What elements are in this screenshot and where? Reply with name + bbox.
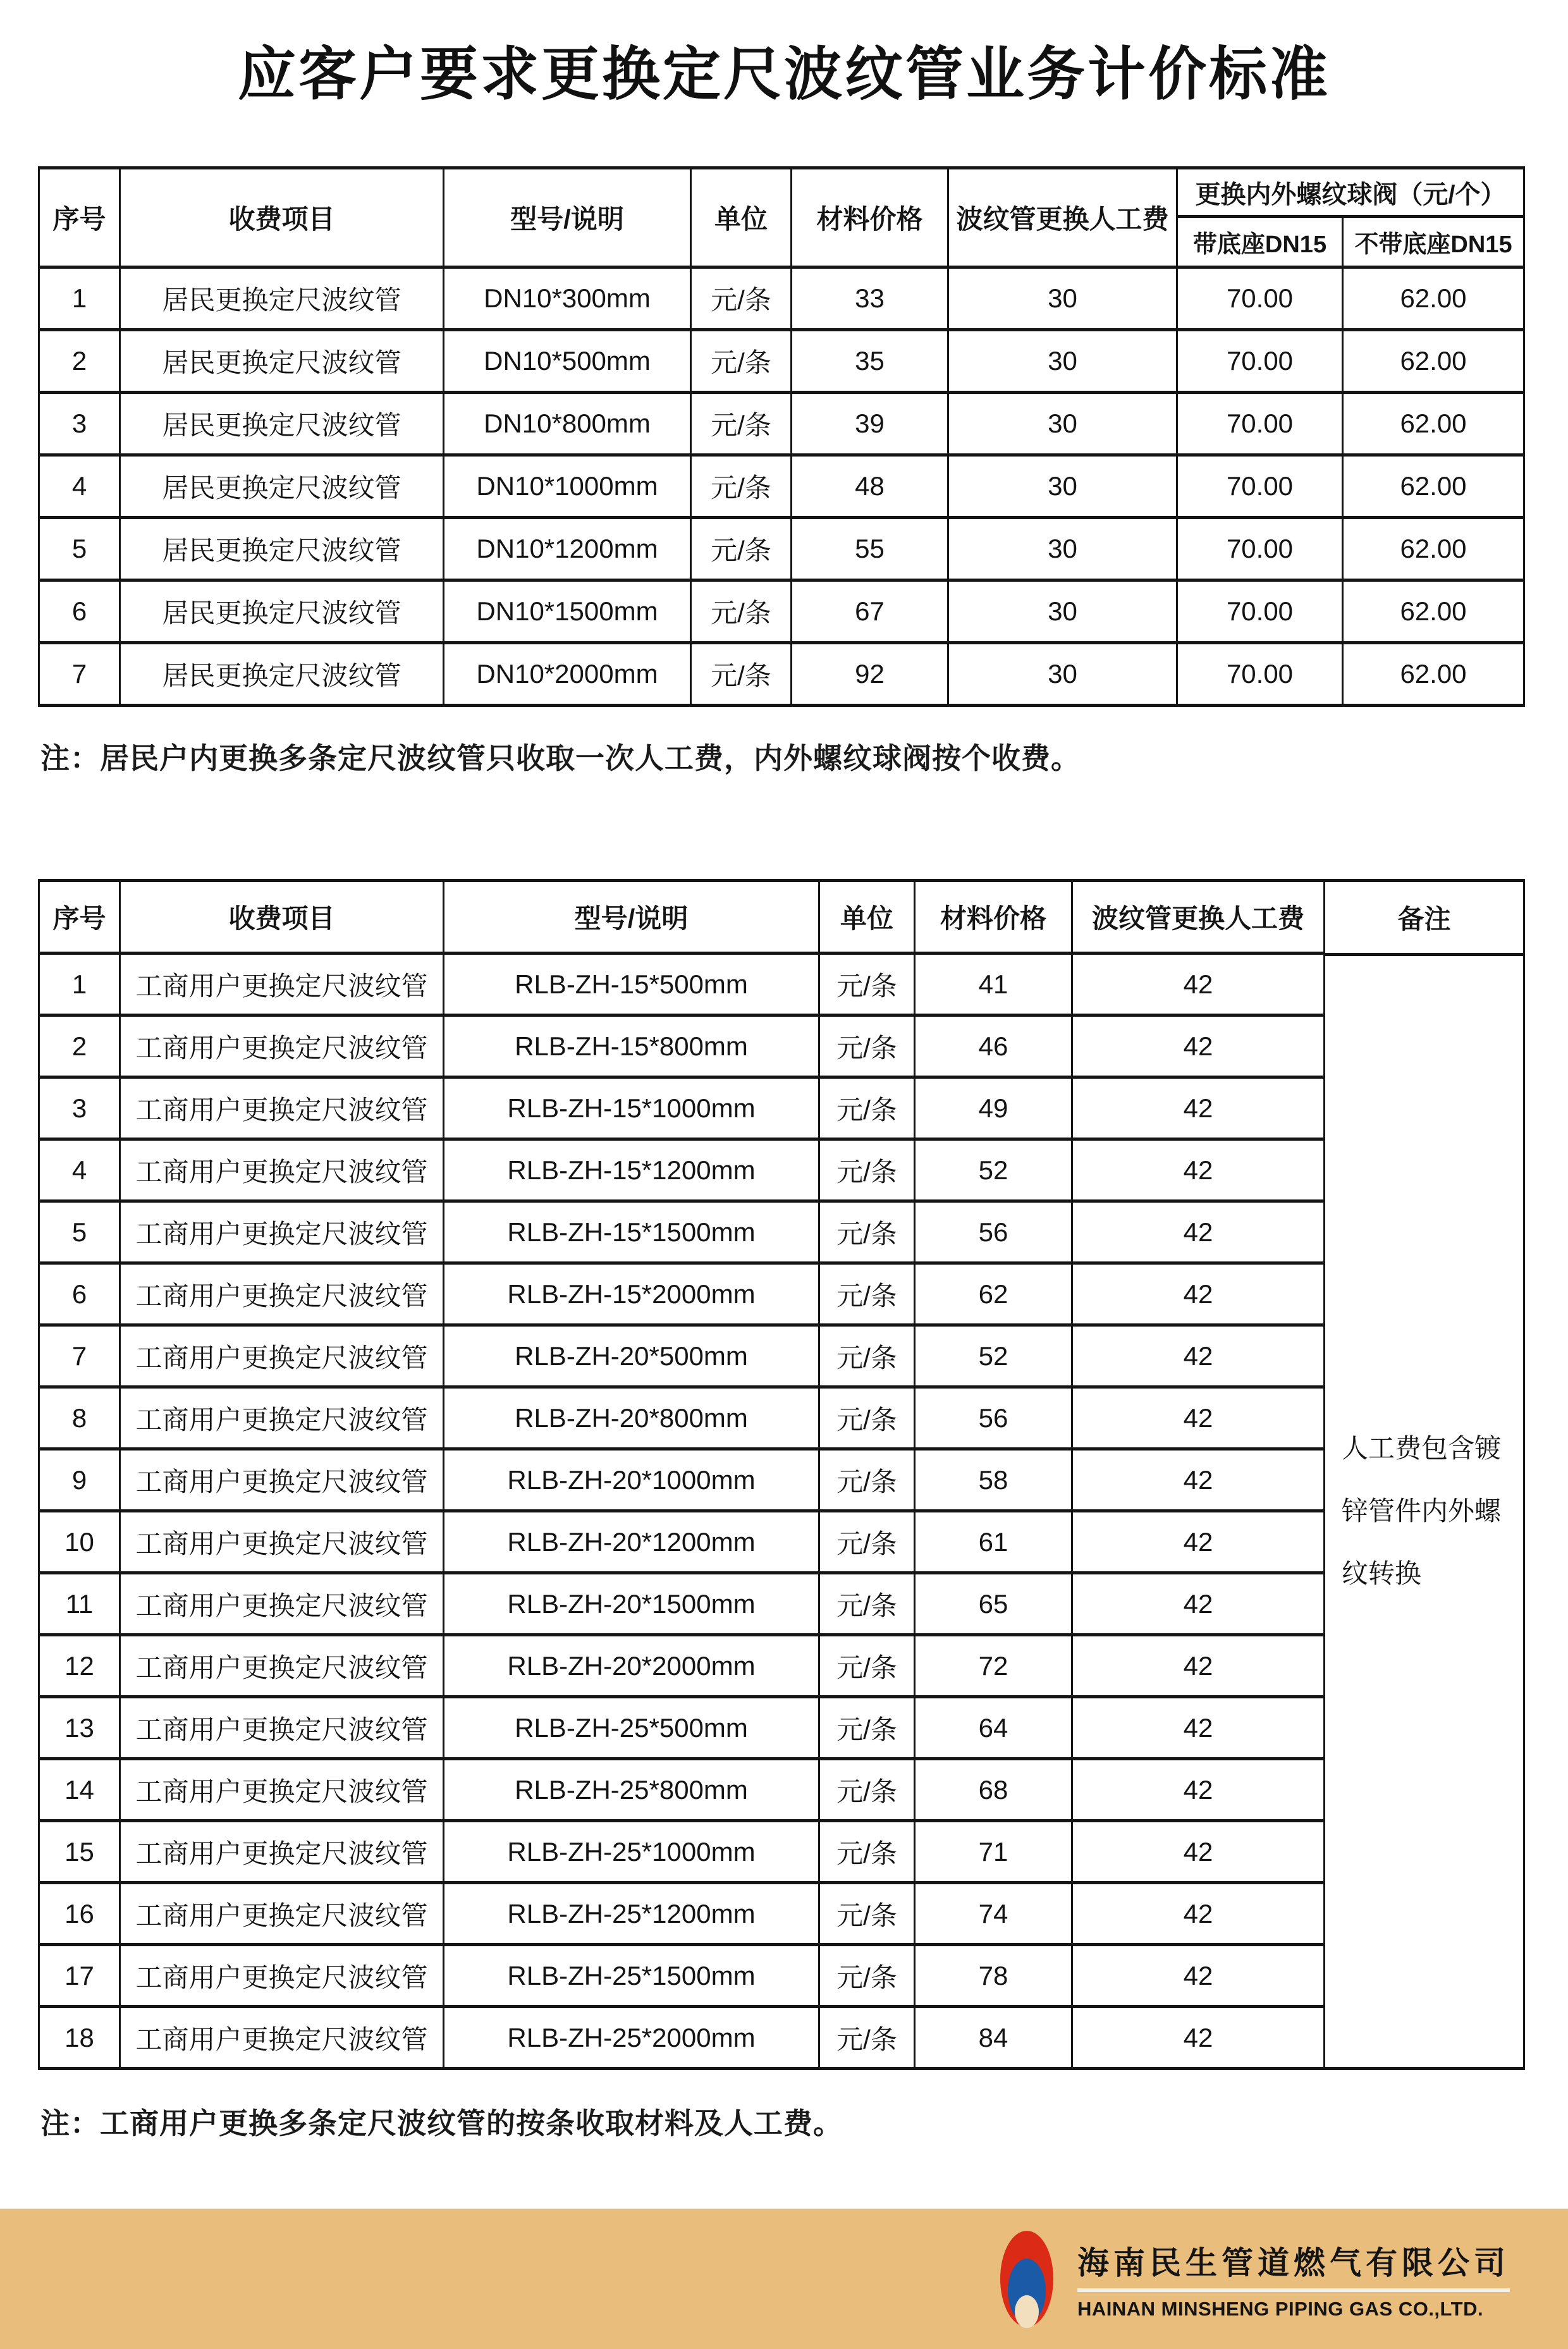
cell-seq: 4 [39, 1139, 120, 1201]
cell-valve-with-base: 70.00 [1177, 330, 1343, 393]
cell-material-price: 71 [915, 1821, 1072, 1883]
company-logo-icon [1000, 2231, 1053, 2327]
cell-labor-fee: 42 [1072, 1635, 1325, 1697]
cell-unit: 元/条 [819, 1573, 915, 1635]
cell-unit: 元/条 [691, 330, 792, 393]
cell-labor-fee: 42 [1072, 1139, 1325, 1201]
cell-item: 工商用户更换定尺波纹管 [120, 1511, 444, 1573]
cell-seq: 11 [39, 1573, 120, 1635]
header-material-price: 材料价格 [915, 881, 1072, 954]
cell-valve-without-base: 62.00 [1343, 267, 1524, 330]
cell-model: RLB-ZH-20*2000mm [444, 1635, 819, 1697]
remark-text: 人工费包含镀锌管件内外螺纹转换 [1342, 1433, 1502, 1588]
cell-material-price: 46 [915, 1015, 1072, 1077]
header-item: 收费项目 [120, 881, 444, 954]
cell-seq: 10 [39, 1511, 120, 1573]
cell-labor-fee: 42 [1072, 954, 1325, 1015]
cell-labor-fee: 42 [1072, 1263, 1325, 1325]
cell-item: 居民更换定尺波纹管 [120, 393, 444, 455]
cell-material-price: 61 [915, 1511, 1072, 1573]
header-item: 收费项目 [120, 168, 444, 267]
cell-model: RLB-ZH-15*800mm [444, 1015, 819, 1077]
cell-seq: 6 [39, 1263, 120, 1325]
header-model: 型号/说明 [444, 881, 819, 954]
cell-material-price: 67 [792, 580, 948, 643]
cell-item: 居民更换定尺波纹管 [120, 455, 444, 518]
cell-valve-without-base: 62.00 [1343, 518, 1524, 580]
cell-item: 工商用户更换定尺波纹管 [120, 1139, 444, 1201]
cell-model: DN10*1500mm [444, 580, 691, 643]
cell-unit: 元/条 [819, 1077, 915, 1139]
cell-model: RLB-ZH-15*500mm [444, 954, 819, 1015]
cell-valve-with-base: 70.00 [1177, 643, 1343, 706]
cell-material-price: 64 [915, 1697, 1072, 1759]
cell-seq: 13 [39, 1697, 120, 1759]
cell-model: DN10*1200mm [444, 518, 691, 580]
cell-model: RLB-ZH-25*500mm [444, 1697, 819, 1759]
cell-model: RLB-ZH-20*1000mm [444, 1449, 819, 1511]
commercial-price-table [38, 879, 1525, 2070]
cell-item: 工商用户更换定尺波纹管 [120, 1945, 444, 2007]
table-row [39, 1077, 1325, 1139]
cell-seq: 3 [39, 1077, 120, 1139]
cell-seq: 2 [39, 1015, 120, 1077]
cell-labor-fee: 42 [1072, 1387, 1325, 1449]
cell-unit: 元/条 [691, 643, 792, 706]
cell-model: RLB-ZH-20*1200mm [444, 1511, 819, 1573]
cell-model: DN10*800mm [444, 393, 691, 455]
table-row [39, 954, 1325, 1015]
cell-seq: 6 [39, 580, 120, 643]
cell-unit: 元/条 [819, 1883, 915, 1945]
footer-bar [0, 2209, 1568, 2349]
cell-unit: 元/条 [819, 1387, 915, 1449]
cell-material-price: 62 [915, 1263, 1072, 1325]
company-name-en: HAINAN MINSHENG PIPING GAS CO.,LTD. [1077, 2297, 1484, 2320]
cell-seq: 14 [39, 1759, 120, 1821]
table-row [39, 1263, 1325, 1325]
cell-valve-without-base: 62.00 [1343, 330, 1524, 393]
cell-item: 工商用户更换定尺波纹管 [120, 1697, 444, 1759]
cell-item: 工商用户更换定尺波纹管 [120, 1573, 444, 1635]
cell-material-price: 56 [915, 1201, 1072, 1263]
cell-labor-fee: 42 [1072, 1015, 1325, 1077]
cell-seq: 8 [39, 1387, 120, 1449]
cell-item: 工商用户更换定尺波纹管 [120, 1759, 444, 1821]
cell-valve-with-base: 70.00 [1177, 267, 1343, 330]
header-unit: 单位 [819, 881, 915, 954]
cell-item: 工商用户更换定尺波纹管 [120, 1263, 444, 1325]
residential-table-header [39, 168, 1524, 267]
cell-material-price: 52 [915, 1325, 1072, 1387]
cell-valve-without-base: 62.00 [1343, 455, 1524, 518]
cell-material-price: 58 [915, 1449, 1072, 1511]
cell-item: 居民更换定尺波纹管 [120, 267, 444, 330]
cell-seq: 3 [39, 393, 120, 455]
cell-item: 居民更换定尺波纹管 [120, 330, 444, 393]
table-row [39, 1511, 1325, 1573]
cell-unit: 元/条 [819, 1945, 915, 2007]
cell-unit: 元/条 [819, 954, 915, 1015]
header-valve-group: 更换内外螺纹球阀（元/个） [1177, 168, 1524, 217]
cell-seq: 7 [39, 1325, 120, 1387]
cell-unit: 元/条 [819, 1759, 915, 1821]
cell-unit: 元/条 [691, 580, 792, 643]
cell-item: 工商用户更换定尺波纹管 [120, 1635, 444, 1697]
cell-unit: 元/条 [819, 1263, 915, 1325]
table-row [39, 267, 1524, 330]
cell-labor-fee: 30 [948, 518, 1177, 580]
cell-unit: 元/条 [819, 1201, 915, 1263]
cell-item: 居民更换定尺波纹管 [120, 643, 444, 706]
table-row [39, 1139, 1325, 1201]
header-model: 型号/说明 [444, 168, 691, 267]
cell-item: 工商用户更换定尺波纹管 [120, 1387, 444, 1449]
table-row [39, 1387, 1325, 1449]
cell-labor-fee: 42 [1072, 1077, 1325, 1139]
cell-labor-fee: 42 [1072, 1759, 1325, 1821]
brand-divider [1077, 2288, 1510, 2292]
cell-model: RLB-ZH-15*1200mm [444, 1139, 819, 1201]
cell-model: RLB-ZH-20*800mm [444, 1387, 819, 1449]
cell-model: DN10*1000mm [444, 455, 691, 518]
cell-labor-fee: 42 [1072, 1697, 1325, 1759]
cell-unit: 元/条 [691, 518, 792, 580]
cell-valve-without-base: 62.00 [1343, 393, 1524, 455]
cell-unit: 元/条 [819, 1449, 915, 1511]
cell-valve-without-base: 62.00 [1343, 580, 1524, 643]
cell-material-price: 72 [915, 1635, 1072, 1697]
cell-labor-fee: 42 [1072, 1325, 1325, 1387]
header-seq: 序号 [39, 168, 120, 267]
cell-unit: 元/条 [819, 1697, 915, 1759]
cell-labor-fee: 30 [948, 455, 1177, 518]
header-material-price: 材料价格 [792, 168, 948, 267]
company-name-cn: 海南民生管道燃气有限公司 [1077, 2245, 1510, 2281]
cell-seq: 16 [39, 1883, 120, 1945]
table-row [39, 1015, 1325, 1077]
cell-unit: 元/条 [819, 2007, 915, 2069]
cell-labor-fee: 42 [1072, 1449, 1325, 1511]
cell-material-price: 65 [915, 1573, 1072, 1635]
table-row [39, 393, 1524, 455]
commercial-table-header [39, 881, 1325, 954]
cell-seq: 7 [39, 643, 120, 706]
header-remark: 备注 [1325, 882, 1523, 956]
table-row [39, 1325, 1325, 1387]
header-valve-with-base: 带底座DN15 [1177, 217, 1343, 267]
cell-seq: 18 [39, 2007, 120, 2069]
commercial-note: 注：工商用户更换多条定尺波纹管的按条收取材料及人工费。 [40, 2107, 843, 2140]
cell-item: 工商用户更换定尺波纹管 [120, 1077, 444, 1139]
cell-unit: 元/条 [691, 267, 792, 330]
cell-model: RLB-ZH-25*1500mm [444, 1945, 819, 2007]
cell-seq: 5 [39, 1201, 120, 1263]
table-row [39, 643, 1524, 706]
table-row [39, 2007, 1325, 2069]
cell-item: 工商用户更换定尺波纹管 [120, 1201, 444, 1263]
cell-item: 工商用户更换定尺波纹管 [120, 1883, 444, 1945]
cell-labor-fee: 30 [948, 330, 1177, 393]
cell-seq: 17 [39, 1945, 120, 2007]
commercial-table-body [39, 954, 1325, 2069]
cell-material-price: 84 [915, 2007, 1072, 2069]
cell-unit: 元/条 [819, 1015, 915, 1077]
cell-unit: 元/条 [819, 1635, 915, 1697]
header-labor-fee: 波纹管更换人工费 [1072, 881, 1325, 954]
table-row [39, 1759, 1325, 1821]
cell-model: RLB-ZH-20*500mm [444, 1325, 819, 1387]
cell-unit: 元/条 [819, 1325, 915, 1387]
table-row [39, 1449, 1325, 1511]
cell-model: RLB-ZH-25*1000mm [444, 1821, 819, 1883]
cell-material-price: 41 [915, 954, 1072, 1015]
logo-flame-dot [1015, 2295, 1039, 2328]
table-row [39, 1945, 1325, 2007]
cell-seq: 9 [39, 1449, 120, 1511]
table-row [39, 518, 1524, 580]
cell-unit: 元/条 [819, 1139, 915, 1201]
cell-seq: 1 [39, 267, 120, 330]
cell-model: RLB-ZH-15*1000mm [444, 1077, 819, 1139]
cell-model: DN10*2000mm [444, 643, 691, 706]
cell-model: RLB-ZH-25*1200mm [444, 1883, 819, 1945]
cell-labor-fee: 42 [1072, 1201, 1325, 1263]
cell-seq: 12 [39, 1635, 120, 1697]
table-row [39, 1201, 1325, 1263]
cell-seq: 4 [39, 455, 120, 518]
cell-material-price: 33 [792, 267, 948, 330]
cell-seq: 2 [39, 330, 120, 393]
residential-table-body [39, 267, 1524, 706]
cell-item: 工商用户更换定尺波纹管 [120, 1015, 444, 1077]
table-row [39, 455, 1524, 518]
table-row [39, 1883, 1325, 1945]
cell-seq: 1 [39, 954, 120, 1015]
residential-price-table [38, 166, 1525, 707]
cell-unit: 元/条 [819, 1511, 915, 1573]
remark-column [1325, 879, 1525, 2070]
cell-material-price: 56 [915, 1387, 1072, 1449]
cell-unit: 元/条 [691, 393, 792, 455]
cell-model: RLB-ZH-20*1500mm [444, 1573, 819, 1635]
cell-seq: 15 [39, 1821, 120, 1883]
cell-item: 工商用户更换定尺波纹管 [120, 1821, 444, 1883]
cell-material-price: 35 [792, 330, 948, 393]
cell-item: 工商用户更换定尺波纹管 [120, 2007, 444, 2069]
cell-item: 居民更换定尺波纹管 [120, 518, 444, 580]
table-row [39, 1697, 1325, 1759]
table-row [39, 1573, 1325, 1635]
cell-model: RLB-ZH-25*800mm [444, 1759, 819, 1821]
company-brand [1000, 2231, 1510, 2327]
cell-material-price: 74 [915, 1883, 1072, 1945]
cell-material-price: 55 [792, 518, 948, 580]
table-row [39, 330, 1524, 393]
cell-seq: 5 [39, 518, 120, 580]
cell-labor-fee: 30 [948, 393, 1177, 455]
cell-valve-without-base: 62.00 [1343, 643, 1524, 706]
cell-labor-fee: 42 [1072, 2007, 1325, 2069]
cell-labor-fee: 42 [1072, 1945, 1325, 2007]
cell-material-price: 78 [915, 1945, 1072, 2007]
header-unit: 单位 [691, 168, 792, 267]
residential-note: 注：居民户内更换多条定尺波纹管只收取一次人工费，内外螺纹球阀按个收费。 [40, 742, 1081, 775]
cell-material-price: 49 [915, 1077, 1072, 1139]
table-row [39, 1635, 1325, 1697]
cell-unit: 元/条 [691, 455, 792, 518]
cell-item: 居民更换定尺波纹管 [120, 580, 444, 643]
cell-material-price: 52 [915, 1139, 1072, 1201]
header-labor-fee: 波纹管更换人工费 [948, 168, 1177, 267]
cell-item: 工商用户更换定尺波纹管 [120, 954, 444, 1015]
cell-labor-fee: 42 [1072, 1821, 1325, 1883]
cell-material-price: 39 [792, 393, 948, 455]
cell-unit: 元/条 [819, 1821, 915, 1883]
cell-material-price: 68 [915, 1759, 1072, 1821]
cell-labor-fee: 30 [948, 643, 1177, 706]
cell-valve-with-base: 70.00 [1177, 518, 1343, 580]
cell-labor-fee: 30 [948, 580, 1177, 643]
cell-valve-with-base: 70.00 [1177, 393, 1343, 455]
company-name-block [1077, 2238, 1510, 2321]
header-seq: 序号 [39, 881, 120, 954]
cell-item: 工商用户更换定尺波纹管 [120, 1449, 444, 1511]
cell-valve-with-base: 70.00 [1177, 455, 1343, 518]
cell-material-price: 92 [792, 643, 948, 706]
cell-model: RLB-ZH-15*1500mm [444, 1201, 819, 1263]
cell-labor-fee: 42 [1072, 1511, 1325, 1573]
cell-model: RLB-ZH-15*2000mm [444, 1263, 819, 1325]
cell-labor-fee: 30 [948, 267, 1177, 330]
cell-model: DN10*300mm [444, 267, 691, 330]
header-valve-without-base: 不带底座DN15 [1343, 217, 1524, 267]
table-row [39, 1821, 1325, 1883]
cell-labor-fee: 42 [1072, 1573, 1325, 1635]
page-title: 应客户要求更换定尺波纹管业务计价标准 [237, 42, 1330, 107]
cell-material-price: 48 [792, 455, 948, 518]
cell-model: DN10*500mm [444, 330, 691, 393]
cell-labor-fee: 42 [1072, 1883, 1325, 1945]
cell-valve-with-base: 70.00 [1177, 580, 1343, 643]
table-row [39, 580, 1524, 643]
cell-model: RLB-ZH-25*2000mm [444, 2007, 819, 2069]
cell-item: 工商用户更换定尺波纹管 [120, 1325, 444, 1387]
